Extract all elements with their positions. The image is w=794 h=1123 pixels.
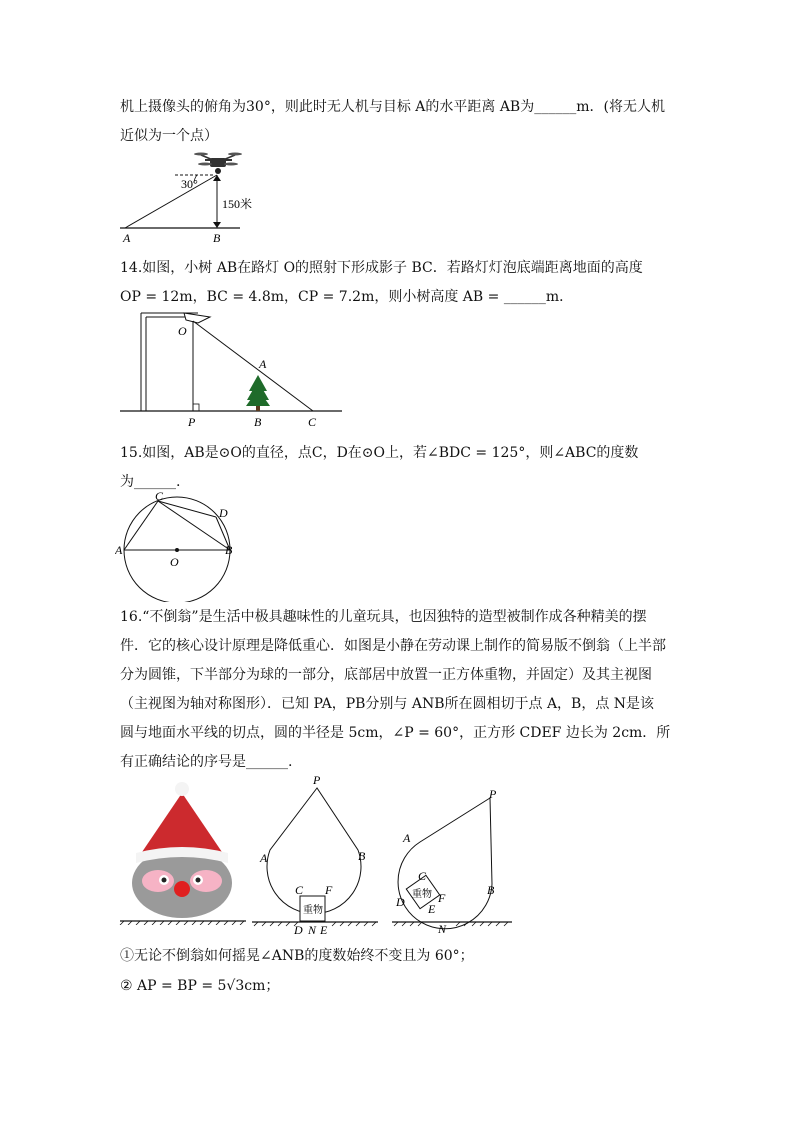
q14-point-p: P <box>188 415 196 429</box>
q15-point-c: C <box>155 490 164 503</box>
q14-line-2: OP = 12m，BC = 4.8m，CP = 7.2m，则小树高度 AB = ______m． <box>120 289 574 305</box>
q14-point-a: A <box>259 357 267 371</box>
q16-line-4: （主视图为轴对称图形）．已知 PA，PB分别与 ANB所在圆相切于点 A，B，点 N是该 <box>120 696 655 712</box>
tumbler-toy-figure <box>118 775 248 925</box>
q14-point-b: B <box>254 415 262 429</box>
q14-point-c: C <box>308 415 317 429</box>
q16-line-5: 圆与地面水平线的切点，圆的半径是 5cm，∠P = 60°，正方形 CDEF 边长为 2cm．所 <box>120 725 671 741</box>
fig-mid-point-d: D <box>294 923 303 937</box>
fig-mid-point-f: F <box>325 883 333 897</box>
q15-point-d: D <box>219 506 228 520</box>
fig-right-point-a: A <box>403 831 411 845</box>
q13-line-1: 机上摄像头的俯角为30°，则此时无人机与目标 A的水平距离 AB为______m．(将无人机 <box>120 99 665 115</box>
q16-line-2: 件．它的核心设计原理是降低重心．如图是小静在劳动课上制作的简易版不倒翁（上半部 <box>120 638 666 654</box>
q16-option-1: ①无论不倒翁如何摇晃∠ANB的度数始终不变且为 60°； <box>120 948 474 964</box>
q13-angle-label: 30° <box>181 177 198 191</box>
q15-point-a: A <box>115 543 123 557</box>
drone-figure <box>115 148 255 246</box>
q13-point-a: A <box>123 231 131 245</box>
fig-right-point-c: C <box>418 869 427 883</box>
front-view-upright-figure <box>250 770 380 938</box>
fig-right-point-d: D <box>396 895 405 909</box>
fig-right-point-b: B <box>487 883 495 897</box>
q15-point-b: B <box>225 543 233 557</box>
q16-line-3: 分为圆锥，下半部分为球的一部分，底部居中放置一正方体重物，并固定）及其主视图 <box>120 667 652 683</box>
fig-mid-point-p: P <box>313 773 321 787</box>
q15-point-o: O <box>170 555 179 569</box>
q14-line-1: 14.如图，小树 AB在路灯 O的照射下形成影子 BC．若路灯灯泡底端距离地面的高度 <box>120 260 643 276</box>
q16-line-1: 16.“不倒翁”是生活中极具趣味性的儿童玩具，也因独特的造型被制作成各种精美的摆 <box>120 609 647 625</box>
circle-figure <box>115 490 245 602</box>
santa-tumbler-icon <box>132 782 232 918</box>
fig-mid-point-e: E <box>320 923 328 937</box>
q16-line-6: 有正确结论的序号是______. <box>120 754 293 770</box>
tree-icon <box>246 375 270 411</box>
front-view-tilted-figure <box>390 784 515 934</box>
fig-mid-point-a: A <box>260 851 268 865</box>
fig-right-point-p: P <box>489 787 497 801</box>
fig-right-point-f: F <box>438 891 446 905</box>
q13-line-2: 近似为一个点） <box>120 128 218 144</box>
q15-line-2: 为______. <box>120 474 181 490</box>
fig-mid-point-c: C <box>295 883 304 897</box>
drone-icon <box>194 153 242 175</box>
q13-height-label: 150米 <box>222 197 253 211</box>
fig-right-weight-label: 重物 <box>412 889 432 900</box>
q15-line-1: 15.如图，AB是⊙O的直径，点C，D在⊙O上，若∠BDC = 125°，则∠ABC的度数 <box>120 445 639 461</box>
q13-point-b: B <box>213 231 221 245</box>
fig-mid-point-n: N <box>308 923 317 937</box>
q14-point-o: O <box>178 324 187 338</box>
fig-right-point-n: N <box>438 922 447 934</box>
fig-mid-weight-label: 重物 <box>303 905 323 916</box>
fig-right-point-e: E <box>428 902 436 916</box>
street-lamp-figure <box>118 308 348 430</box>
q16-option-2: ② AP = BP = 5√3cm； <box>120 978 280 994</box>
fig-mid-point-b: B <box>358 849 366 863</box>
